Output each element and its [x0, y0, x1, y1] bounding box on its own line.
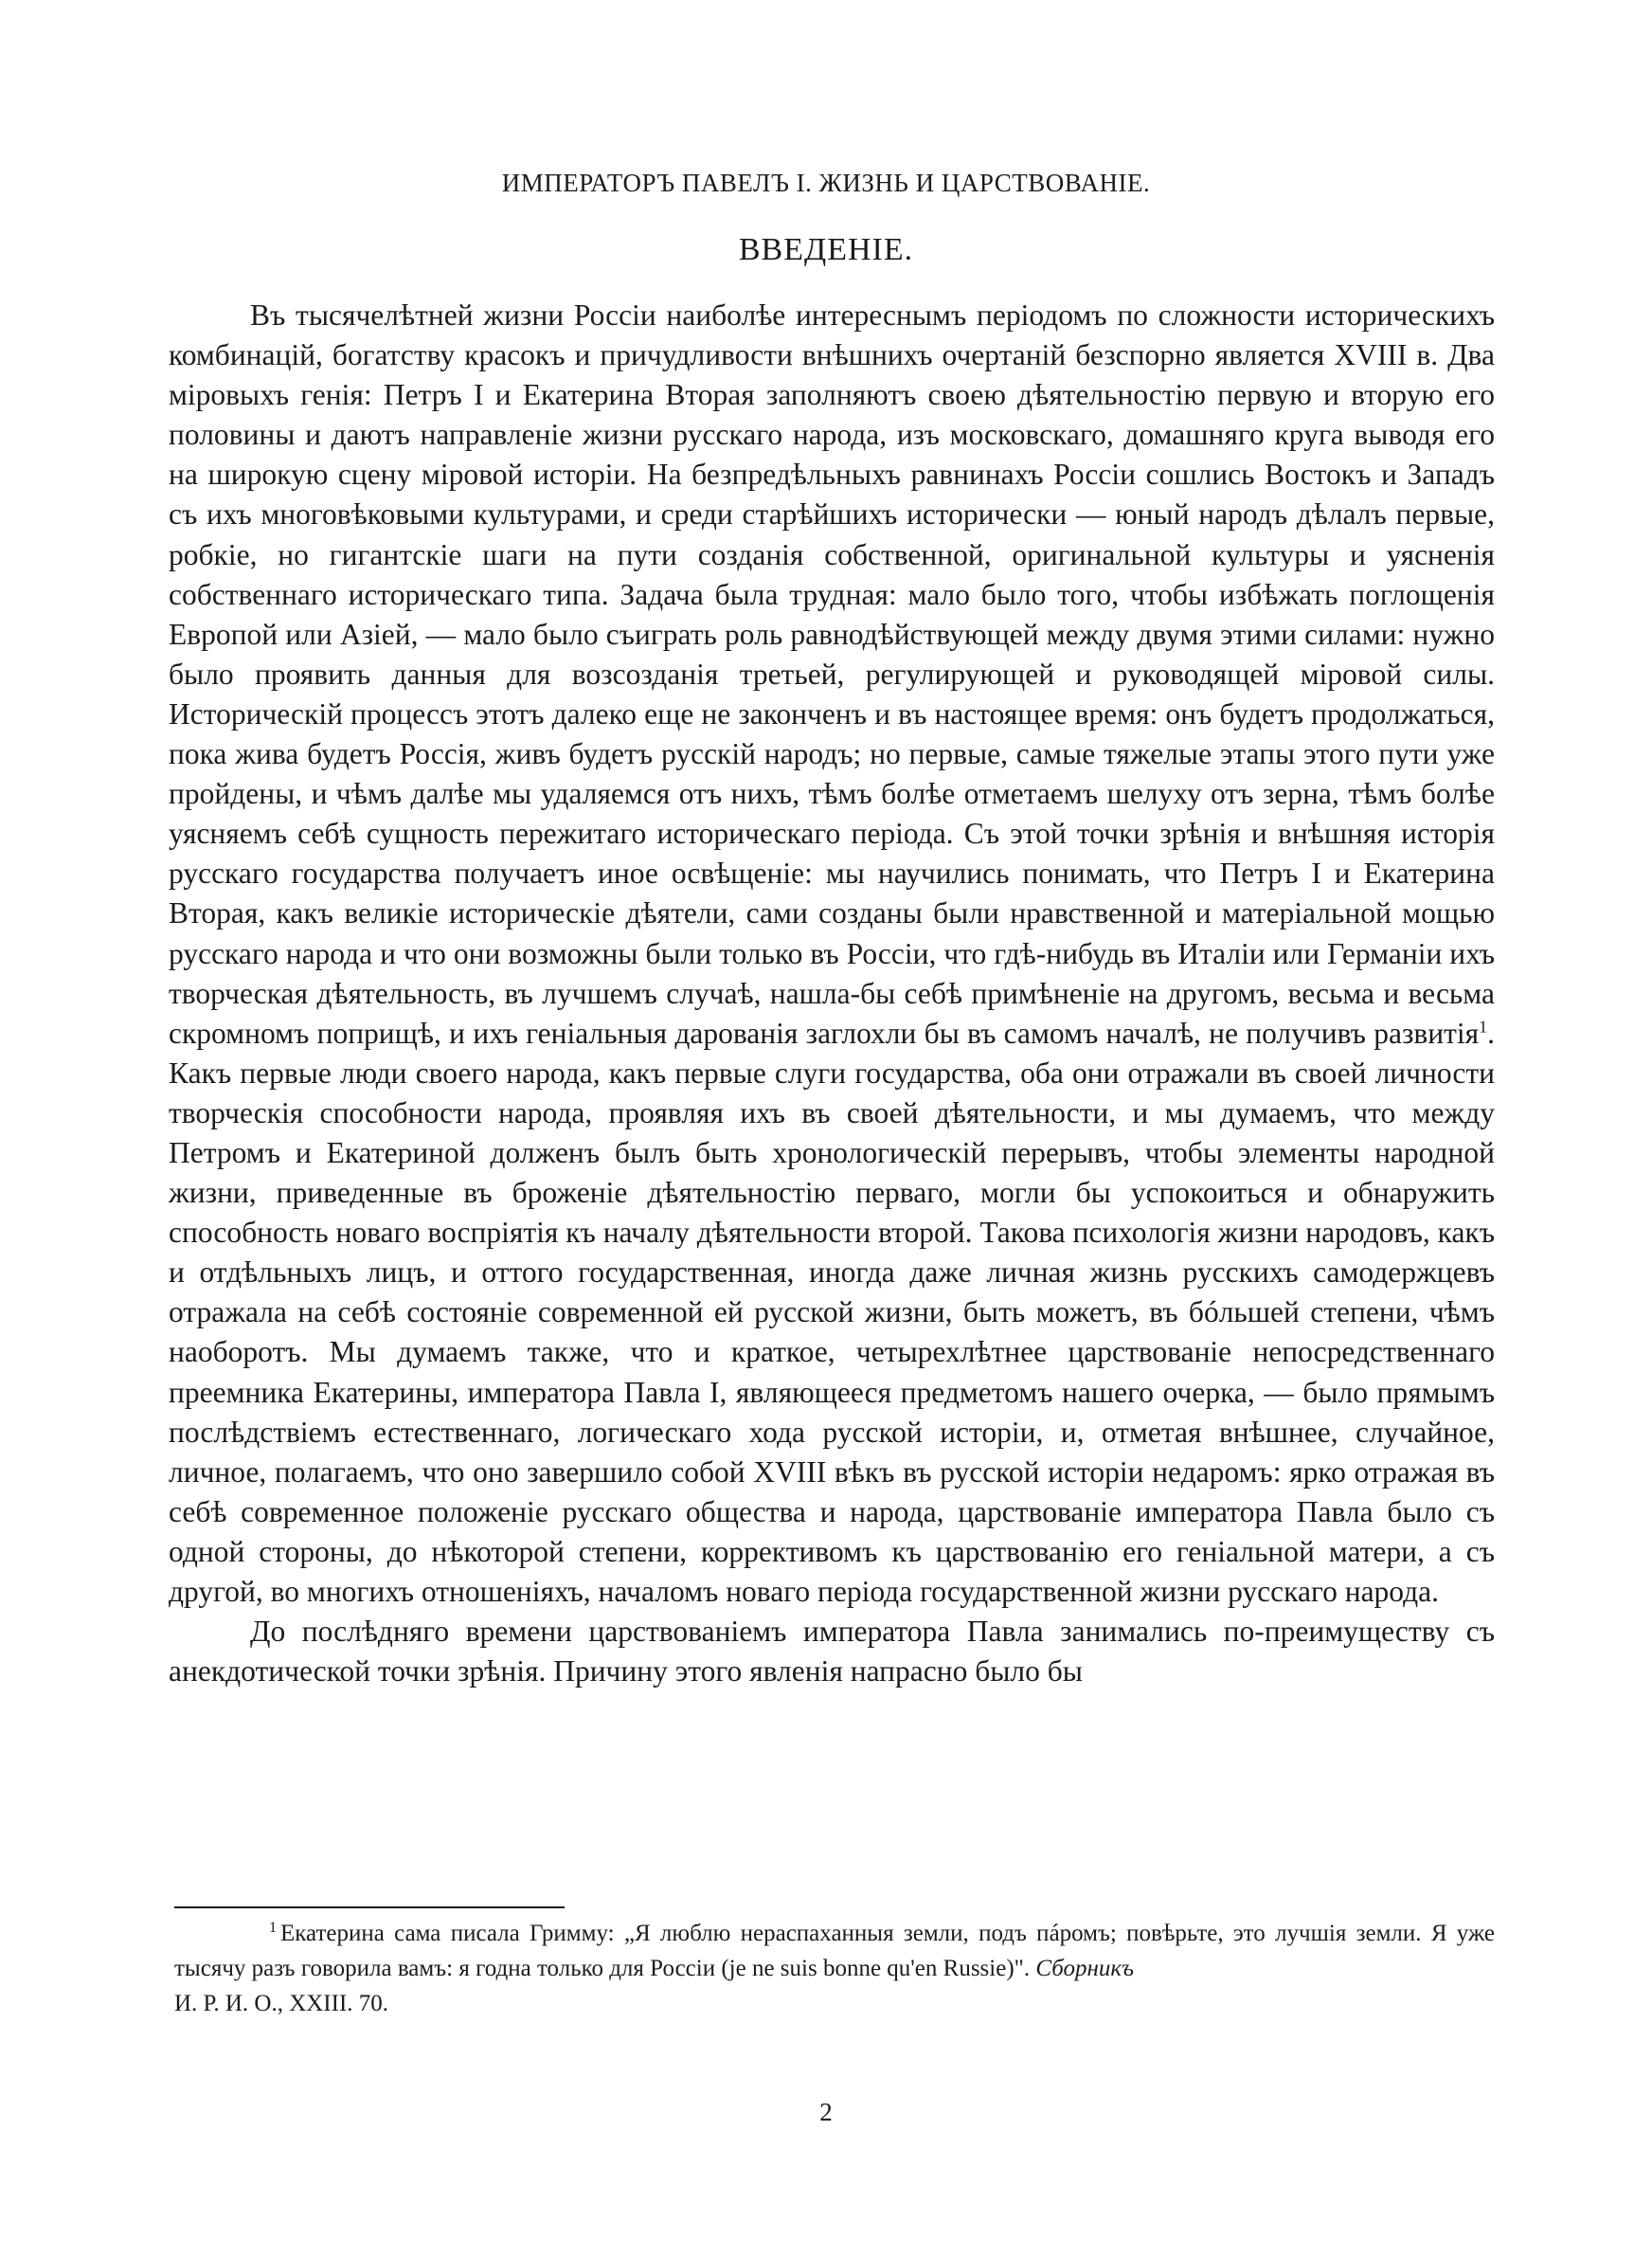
- footnote-source-title: Сборникъ: [1035, 1956, 1135, 1981]
- paragraph-2: До послѣдняго времени царствованiемъ императора Павла занимались по-преимуществу съ анекдотической точки зрѣнiя. Причину этого явленiя напрасно было бы: [169, 1615, 1495, 1688]
- paragraph-1-continuation: . Какъ первые люди своего народа, какъ первые слуги государства, оба они отражали въ своей личности творческiя способности народа, проявляя ихъ въ своей дѣятельности, и мы думаемъ, что между Петромъ и Екатериной долженъ былъ быть хронологическiй перерывъ, чтобы элементы народной жизни, приведенные въ броженiе дѣятельностiю перваго, могли бы успокоиться и обнаружить способность новаго воспрiятiя къ началу дѣятельности второй. Такова психологiя жизни народовъ, какъ и отдѣльныхъ лицъ, и оттого государственная, иногда даже личная жизнь русскихъ самодержцевъ отражала на себѣ состоянiе современной ей русской жизни, быть можетъ, въ бóльшей степени, чѣмъ наоборотъ. Мы думаемъ также, что и краткое, четырехлѣтнее царствованiе непосредственнаго преемника Екатерины, императора Павла I, являющееся предметомъ нашего очерка, — было прямымъ послѣдствiемъ естественнаго, логическаго хода русской исторiи, и, отметая внѣшнее, случайное, личное, полагаемъ, что оно завершило собой XVIII вѣкъ въ русской исторiи недаромъ: ярко отражая въ себѣ современное положенiе русскаго общества и народа, царствованiе императора Павла было съ одной стороны, до нѣкоторой степени, коррективомъ къ царствованiю его генiальной матери, а съ другой, во многихъ отношенiяхъ, началомъ новаго перiода государственной жизни русскаго народа.: [169, 1016, 1496, 1608]
- running-head: ИМПЕРАТОРЪ ПАВЕЛЪ I. ЖИЗНЬ И ЦАРСТВОВАНIЕ.: [501, 169, 1151, 197]
- footnote: [174, 1916, 1495, 2021]
- chapter-title: ВВЕДЕНIЕ.: [738, 232, 914, 267]
- body-text: [169, 296, 1495, 1691]
- paragraph-1-text: Въ тысячелѣтней жизни Россiи наиболѣе интереснымъ перiодомъ по сложности историческихъ комбинацiй, богатству красокъ и причудливости внѣшнихъ очертанiй безспорно является XVIII в. Два мiровыхъ генiя: Петръ I и Екатерина Вторая заполняютъ своею дѣятельностiю первую и вторую его половины и даютъ направленiе жизни русскаго народа, изъ московскаго, домашняго круга выводя его на широкую сцену мiровой исторiи. На безпредѣльныхъ равнинахъ Россiи сошлись Востокъ и Западъ съ ихъ многовѣковыми культурами, и среди старѣйшихъ исторически — юный народъ дѣлалъ первые, робкiе, но гигантскiе шаги на пути созданiя собственной, оригинальной культуры и уясненiя собственнаго историческаго типа. Задача была трудная: мало было того, чтобы избѣжать поглощенiя Европой или Азiей, — мало было съиграть роль равнодѣйствующей между двумя этими силами: нужно было проявить данныя для возсозданiя третьей, регулирующей и руководящей мiровой силы. Историческiй процессъ этотъ далеко еще не законченъ и въ настоящее время: онъ будетъ продолжаться, пока жива будетъ Россiя, живъ будетъ русскiй народъ; но первые, самые тяжелые этапы этого пути уже пройдены, и чѣмъ далѣе мы удаляемся отъ нихъ, тѣмъ болѣе отметаемъ шелуху отъ зерна, тѣмъ болѣе уясняемъ себѣ сущность пережитаго историческаго перiода. Съ этой точки зрѣнiя и внѣшняя исторiя русскаго государства получаетъ иное освѣщенiе: мы научились понимать, что Петръ I и Екатерина Вторая, какъ великiе историческiе дѣятели, сами созданы были нравственной и матерiальной мощью русскаго народа и что они возможны были только въ Россiи, что гдѣ-нибудь въ Италiи или Германiи ихъ творческая дѣятельность, въ лучшемъ случаѣ, нашла-бы себѣ примѣненiе на другомъ, весьма и весьма скромномъ поприщѣ, и ихъ генiальныя дарованiя заглохли бы въ самомъ началѣ, не получивъ развитiя: [169, 298, 1495, 1050]
- footnote-source-ref: И. Р. И. О., XXIII. 70.: [174, 1991, 389, 2016]
- page-number: 2: [819, 2098, 833, 2126]
- footnote-number: 1: [269, 1919, 277, 1936]
- footnote-reference[interactable]: 1: [1479, 1017, 1488, 1037]
- paragraph-1: [169, 296, 1495, 1612]
- footnote-divider: [174, 1906, 565, 1908]
- footnote-text: Екатерина сама писала Гримму: „Я люблю нераспаханныя земли, подъ пáромъ; повѣрьте, это лучшiя земли. Я уже тысячу разъ говорила вамъ: я годна только для Россiи (je ne suis bonne qu'en Russie)".: [174, 1921, 1495, 1981]
